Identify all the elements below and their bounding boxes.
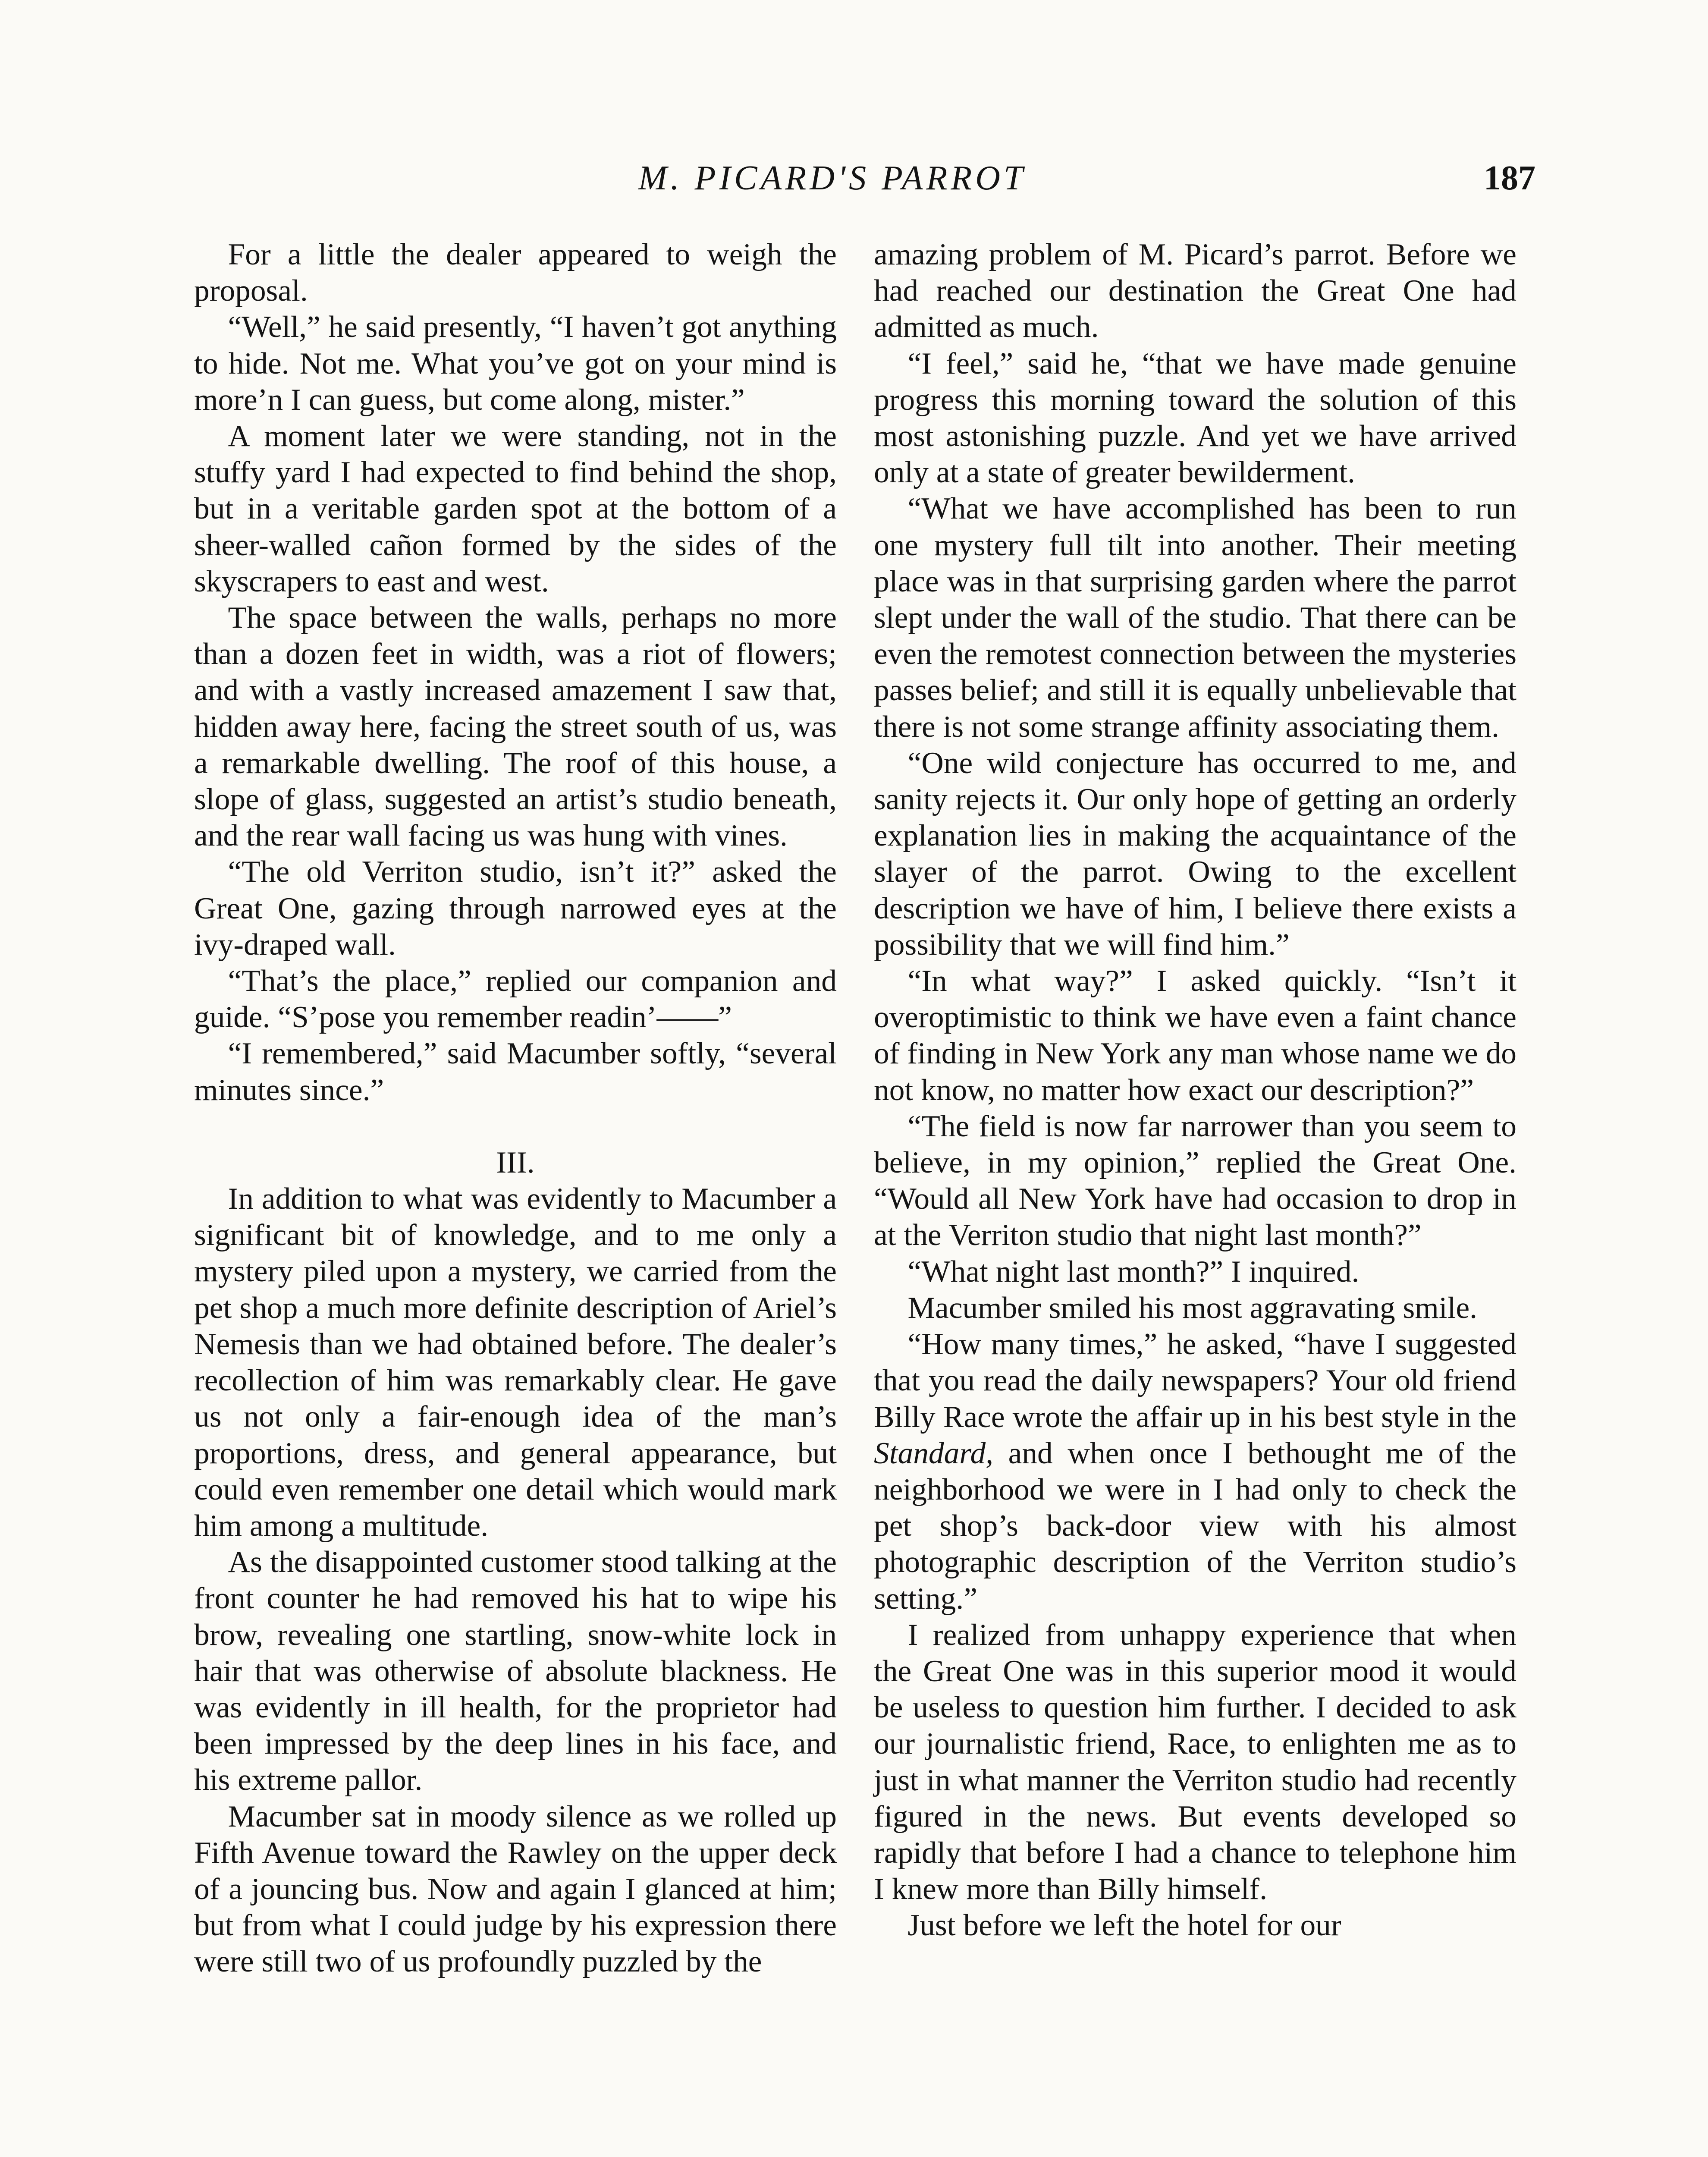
paragraph: “Well,” he said presently, “I haven’t got anything to hide. Not me. What you’ve got on your mind is more’n I can guess, but come along, mister.” xyxy=(194,310,837,417)
paragraph xyxy=(874,1326,1516,1617)
newspaper-title: Standard, xyxy=(874,1436,993,1470)
paragraph: “The field is now far narrower than you seem to believe, in my opinion,” replied the Great One. “Would all New York have had occasion to drop in at the Verriton studio that night last month?” xyxy=(874,1109,1516,1252)
paragraph: “I remembered,” said Macumber softly, “several minutes since.” xyxy=(194,1036,837,1107)
paragraph: “That’s the place,” replied our companion and guide. “S’pose you remember readin’——” xyxy=(194,964,837,1034)
paragraph: Just before we left the hotel for our xyxy=(907,1908,1341,1943)
page-number: 187 xyxy=(1484,159,1535,197)
paragraph: amazing problem of M. Picard’s parrot. Before we had reached our destination the Great One had admitted as much. xyxy=(874,237,1516,344)
section-heading: III. xyxy=(496,1145,535,1179)
paragraph: A moment later we were standing, not in the stuffy yard I had expected to find behind the shop, but in a veritable garden spot at the bottom of a sheer-walled cañon formed by the sides of the skyscrapers to east and west. xyxy=(194,419,837,598)
paragraph-text: “How many times,” he asked, “have I suggested that you read the daily newspapers? Your old friend Billy Race wrote the affair up in his best style in the xyxy=(874,1327,1516,1434)
paragraph: For a little the dealer appeared to weigh the proposal. xyxy=(194,237,837,308)
paragraph: “One wild conjecture has occurred to me, and sanity rejects it. Our only hope of getting an orderly explanation lies in making the acquaintance of the slayer of the parrot. Owing to the excellent description we have of him, I believe there exists a possibility that we will find him.” xyxy=(874,745,1516,962)
paragraph: I realized from unhappy experience that when the Great One was in this superior mood it would be useless to question him further. I decided to ask our journalistic friend, Race, to enlighten me as to just in what manner the Verriton studio had recently figured in the news. But events developed so rapidly that before I had a chance to telephone him I knew more than Billy himself. xyxy=(874,1617,1516,1906)
right-column xyxy=(874,236,1516,1944)
paragraph: Macumber smiled his most aggravating smile. xyxy=(907,1290,1478,1325)
running-title: M. PICARD'S PARROT xyxy=(638,159,1027,197)
paragraph: “What we have accomplished has been to run one mystery full tilt into another. Their meeting place was in that surprising garden where the parrot slept under the wall of the studio. That there can be even the remotest connection between the mysteries passes belief; and still it is equally unbelievable that there is not some strange affinity associating them. xyxy=(874,491,1516,744)
paragraph-text: and when once I bethought me of the neighborhood we were in I had only to check the pet shop’s back-door view with his almost photographic description of the Verriton studio’s setting.” xyxy=(874,1436,1516,1616)
running-head xyxy=(0,159,1708,206)
paragraph: Macumber sat in moody silence as we rolled up Fifth Avenue toward the Rawley on the upper deck of a jouncing bus. Now and again I glanced at him; but from what I could judge by his expression there were still two of us profoundly puzzled by the xyxy=(194,1799,837,1979)
paragraph: “I feel,” said he, “that we have made genuine progress this morning toward the solution of this most astonishing puzzle. And yet we have arrived only at a state of greater bewilderment. xyxy=(874,346,1516,490)
paragraph: “The old Verriton studio, isn’t it?” asked the Great One, gazing through narrowed eyes at the ivy-draped wall. xyxy=(194,855,837,962)
paragraph: In addition to what was evidently to Macumber a significant bit of knowledge, and to me only a mystery piled upon a mystery, we carried from the pet shop a much more definite description of Ariel’s Nemesis than we had obtained before. The dealer’s recollection of him was remarkably clear. He gave us not only a fair-enough idea of the man’s proportions, dress, and general appearance, but could even remember one detail which would mark him among a multitude. xyxy=(194,1182,837,1543)
left-column xyxy=(194,236,837,1980)
paragraph: The space between the walls, perhaps no more than a dozen feet in width, was a riot of flowers; and with a vastly increased amazement I saw that, hidden away here, facing the street south of us, was a remarkable dwelling. The roof of this house, a slope of glass, suggested an artist’s studio beneath, and the rear wall facing us was hung with vines. xyxy=(194,601,837,853)
paragraph: “In what way?” I asked quickly. “Isn’t it overoptimistic to think we have even a faint chance of finding in New York any man whose name we do not know, no matter how exact our description?” xyxy=(874,964,1516,1107)
paragraph: “What night last month?” I inquired. xyxy=(907,1254,1359,1289)
paragraph: As the disappointed customer stood talking at the front counter he had removed his hat to wipe his brow, revealing one startling, snow-white lock in hair that was otherwise of absolute blackness. He was evidently in ill health, for the proprietor had been impressed by the deep lines in his face, and his extreme pallor. xyxy=(194,1545,837,1797)
